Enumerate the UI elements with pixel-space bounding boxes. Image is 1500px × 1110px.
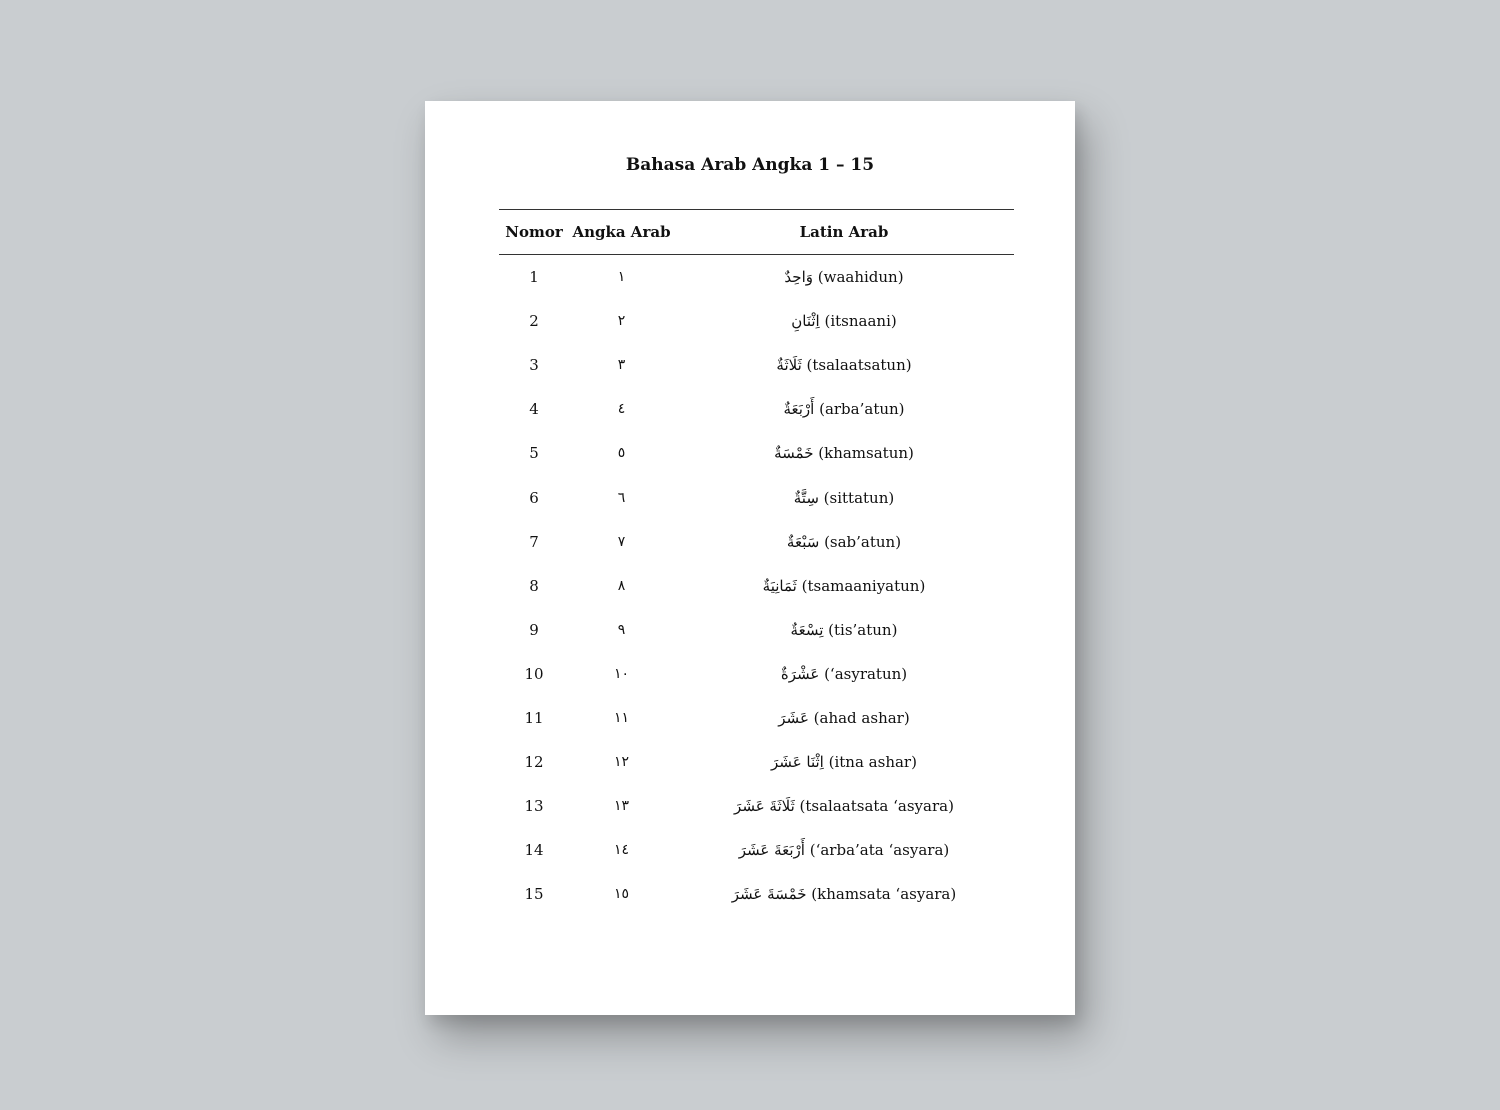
cell-nomor: 15 <box>524 885 544 904</box>
cell-angka-arab: ٣ <box>617 357 626 374</box>
cell-latin-arab: سِتَّةٌ (sittatun) <box>793 488 895 507</box>
table-row <box>499 431 1014 475</box>
cell-angka-arab: ١ <box>617 269 626 286</box>
table-row <box>499 608 1014 652</box>
table-row <box>499 343 1014 387</box>
table-row <box>499 652 1014 696</box>
cell-latin-arab: اِثْنَانِ (itsnaani) <box>791 312 897 331</box>
column-header-angka-arab: Angka Arab <box>572 223 671 241</box>
cell-angka-arab: ٤ <box>617 401 626 418</box>
cell-latin-arab: اِثْنَا عَشَرَ (itna ashar) <box>771 753 917 772</box>
document-page <box>425 101 1075 1015</box>
table-row <box>499 520 1014 564</box>
cell-angka-arab: ٦ <box>617 489 626 506</box>
cell-nomor: 1 <box>529 268 539 287</box>
cell-latin-arab: عَشَرَ (ahad ashar) <box>778 708 910 727</box>
cell-nomor: 12 <box>524 753 544 772</box>
cell-latin-arab: ثَلَاثَةَ عَشَرَ (tsalaatsata ‘asyara) <box>734 797 954 816</box>
page-title: Bahasa Arab Angka 1 – 15 <box>625 155 875 175</box>
table-row <box>499 387 1014 431</box>
cell-latin-arab: أَرْبَعَةٌ (arba’atun) <box>783 400 905 419</box>
cell-latin-arab: وَاحِدٌ (waahidun) <box>784 268 904 287</box>
cell-angka-arab: ١٣ <box>613 798 630 815</box>
table-header-row <box>499 210 1014 254</box>
table-row <box>499 299 1014 343</box>
cell-latin-arab: ثَمَانِيَةٌ (tsamaaniyatun) <box>762 576 926 595</box>
cell-nomor: 9 <box>529 620 539 639</box>
cell-angka-arab: ٧ <box>617 533 626 550</box>
table-row <box>499 255 1014 299</box>
cell-angka-arab: ١٤ <box>613 842 630 859</box>
table-body <box>499 255 1014 916</box>
cell-nomor: 3 <box>529 356 539 375</box>
cell-nomor: 13 <box>524 797 544 816</box>
table-row <box>499 696 1014 740</box>
numbers-table <box>499 209 1014 916</box>
table-row <box>499 828 1014 872</box>
table-row <box>499 475 1014 519</box>
cell-latin-arab: سَبْعَةٌ (sab’atun) <box>786 532 902 551</box>
cell-angka-arab: ٢ <box>617 313 626 330</box>
cell-nomor: 11 <box>524 708 544 727</box>
column-header-latin-arab: Latin Arab <box>799 223 889 241</box>
cell-nomor: 10 <box>524 664 544 683</box>
cell-angka-arab: ٥ <box>617 445 626 462</box>
column-header-nomor: Nomor <box>505 223 563 241</box>
table-row <box>499 740 1014 784</box>
cell-nomor: 14 <box>524 841 544 860</box>
cell-angka-arab: ١١ <box>613 709 630 726</box>
cell-nomor: 2 <box>529 312 539 331</box>
table-row <box>499 872 1014 916</box>
cell-latin-arab: أَرْبَعَةَ عَشَرَ (‘arba’ata ‘asyara) <box>738 841 950 860</box>
cell-latin-arab: خَمْسَةٌ (khamsatun) <box>774 444 914 463</box>
cell-latin-arab: ثَلَاثَةٌ (tsalaatsatun) <box>776 356 912 375</box>
cell-nomor: 6 <box>529 488 539 507</box>
cell-nomor: 8 <box>529 576 539 595</box>
cell-angka-arab: ٨ <box>617 577 626 594</box>
cell-nomor: 5 <box>529 444 539 463</box>
cell-angka-arab: ١٥ <box>613 886 630 903</box>
cell-latin-arab: عَشْرَةٌ (‘asyratun) <box>780 664 908 683</box>
table-row <box>499 564 1014 608</box>
cell-angka-arab: ١٠ <box>613 665 630 682</box>
cell-angka-arab: ٩ <box>617 621 626 638</box>
cell-angka-arab: ١٢ <box>613 754 630 771</box>
table-row <box>499 784 1014 828</box>
cell-latin-arab: خَمْسَةَ عَشَرَ (khamsata ‘asyara) <box>731 885 957 904</box>
cell-nomor: 7 <box>529 532 539 551</box>
cell-nomor: 4 <box>529 400 539 419</box>
cell-latin-arab: تِسْعَةٌ (tis’atun) <box>790 620 898 639</box>
